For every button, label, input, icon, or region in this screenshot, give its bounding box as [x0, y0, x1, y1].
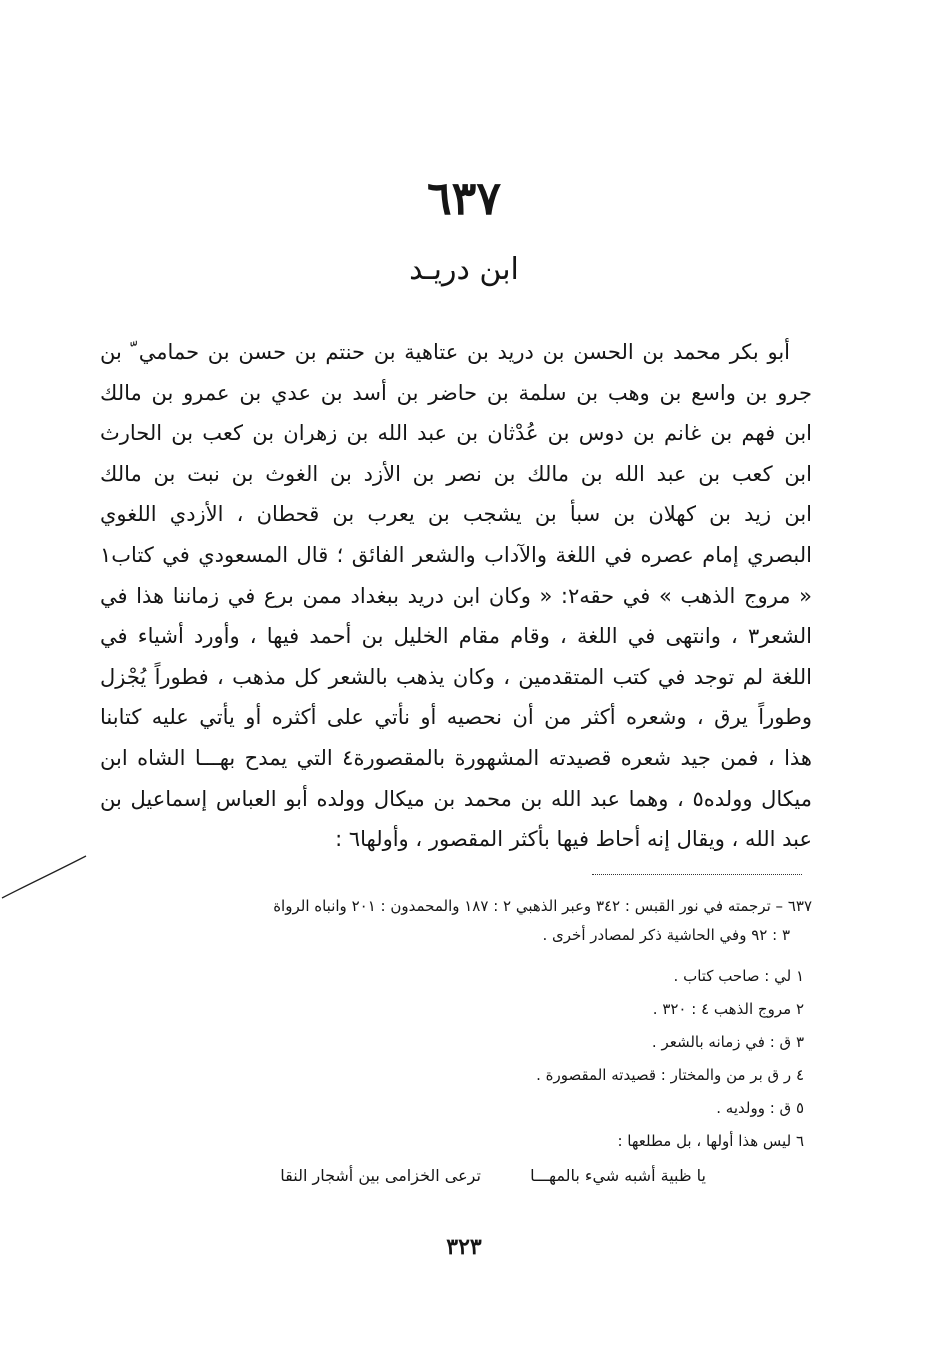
- margin-pen-stroke: [0, 850, 90, 910]
- verse-first-hemistich: يا ظبية أشبه شيء بالمهـــا: [530, 1166, 706, 1185]
- footnote-verse: [100, 1158, 812, 1194]
- footnote-main-line: ٣ : ٩٢ وفي الحاشية ذكر لمصادر أخرى .: [542, 926, 790, 944]
- page-number: ٣٢٣: [446, 1234, 482, 1260]
- text-line: عبد الله ، ويقال إنه أحاط فيها بأكثر المقصور ، وأولها٦ :: [335, 827, 812, 852]
- text-line: اللغة لم توجد في كتب المتقدمين ، وكان يذهب بالشعر كل مذهب ، فطوراً يُجْزل: [100, 664, 812, 689]
- entry-number: ٦٣٧: [426, 171, 502, 225]
- text-line: هذا ، فمن جيد شعره قصيدته المشهورة بالمقصورة٤ التي يمدح بهـــا الشاه ابن: [100, 745, 812, 770]
- footnote-item: ٤ ر ق بر من والمختار : قصيدته المقصورة .: [536, 1066, 804, 1084]
- text-line: ابن فهم بن غانم بن دوس بن عُدْثان بن عبد الله بن زهران بن كعب بن الحارث: [100, 421, 812, 446]
- text-line: ابن كعب بن عبد الله بن مالك بن نصر بن الأزد بن الغوث بن نبت بن مالك: [100, 461, 812, 486]
- footnote-item: ٥ ق : وولديه .: [716, 1099, 804, 1117]
- footnote-item: ٦ ليس هذا أولها ، بل مطلعها :: [617, 1132, 804, 1150]
- text-line: « مروج الذهب » في حقه٢: « وكان ابن دريد ببغداد ممن برع في زماننا هذا في: [100, 583, 812, 608]
- footnote-main-line: ٦٣٧ – ترجمته في نور القبس : ٣٤٢ وعبر الذهبي ٢ : ١٨٧ والمحمدون : ٢٠١ وانباه الرواة: [273, 897, 812, 915]
- text-line: البصري إمام عصره في اللغة والآداب والشعر الفائق ؛ قال المسعودي في كتاب١: [100, 542, 812, 567]
- text-line: جرو بن واسع بن وهب بن سلمة بن حاضر بن أسد بن عدي بن عمرو بن مالك: [100, 380, 812, 405]
- footnote-main: [100, 892, 812, 950]
- footnote-item: ٣ ق : في زمانه بالشعر .: [651, 1033, 804, 1051]
- footnote-separator: [592, 874, 802, 875]
- footnotes: [100, 892, 812, 1194]
- entry-title: ابن دريـد: [409, 252, 519, 287]
- footnote-item: ٢ مروج الذهب ٤ : ٣٢٠ .: [652, 1000, 804, 1018]
- text-line: وطوراً يرق ، وشعره أكثر من أن نحصيه أو نأتي على أكثره أو يأتي عليه كتابنا: [100, 705, 812, 730]
- verse-second-hemistich: ترعى الخزامى بين أشجار النقا: [280, 1166, 481, 1185]
- text-line: أبو بكر محمد بن الحسن بن دريد بن عتاهية بن حنتم بن حسن بن حمامي ّ بن: [100, 340, 790, 364]
- biography-text: [100, 332, 812, 860]
- footnote-item: ١ لي : صاحب كتاب .: [673, 967, 804, 985]
- text-line: الشعر٣ ، وانتهى في اللغة ، وقام مقام الخليل بن أحمد فيها ، وأورد أشياء في: [100, 624, 812, 649]
- text-line: ميكال وولده٥ ، وهما عبد الله بن محمد بن ميكال وولده أبو العباس إسماعيل بن: [100, 786, 812, 811]
- text-line: ابن زيد بن كهلان بن سبأ بن يشجب بن يعرب بن قحطان ، الأزدي اللغوي: [100, 502, 812, 527]
